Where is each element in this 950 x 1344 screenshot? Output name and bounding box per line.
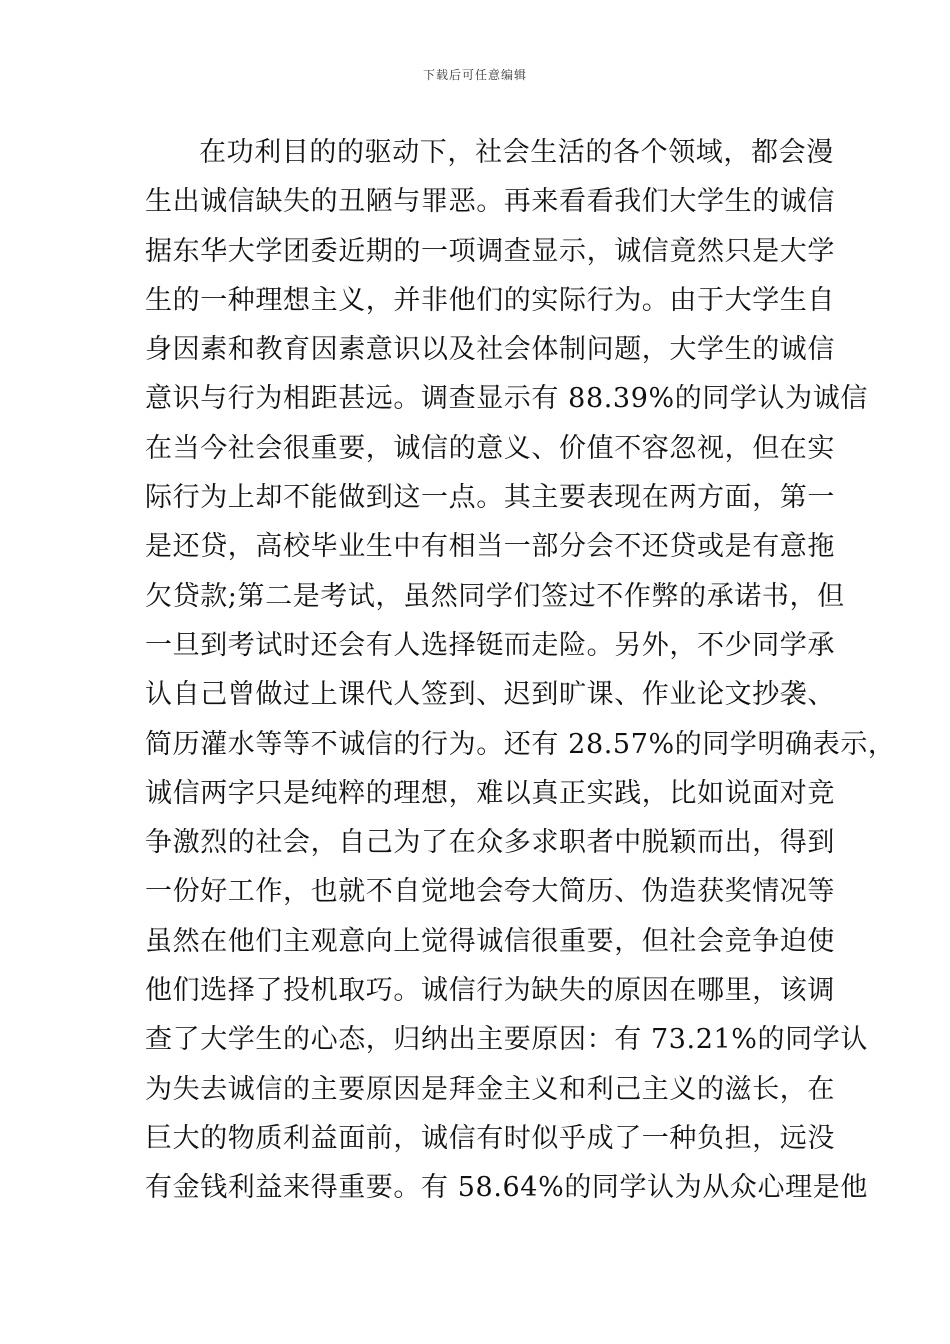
text-line: 争激烈的社会，自己为了在众多求职者中脱颖而出，得到	[145, 827, 835, 859]
text-line: 为失去诚信的主要原因是拜金主义和利己主义的滋长，在	[145, 1073, 835, 1105]
text-line: 意识与行为相距甚远。调查显示有 88.39%的同学认为诚信	[145, 383, 868, 415]
text-line: 生出诚信缺失的丑陋与罪恶。再来看看我们大学生的诚信	[145, 186, 835, 218]
text-line: 是还贷，高校毕业生中有相当一部分会不还贷或是有意拖	[145, 531, 835, 563]
text-line: 简历灌水等等不诚信的行为。还有 28.57%的同学明确表示，	[145, 728, 896, 760]
body-paragraph	[145, 128, 896, 1213]
text-line: 生的一种理想主义，并非他们的实际行为。由于大学生自	[145, 284, 835, 316]
text-line: 查了大学生的心态，归纳出主要原因：有 73.21%的同学认	[145, 1024, 868, 1056]
page-header: 下载后可任意编辑	[422, 68, 527, 82]
text-line: 身因素和教育因素意识以及社会体制问题，大学生的诚信	[145, 334, 835, 366]
text-line: 诚信两字只是纯粹的理想，难以真正实践，比如说面对竞	[145, 777, 835, 809]
text-line: 欠贷款;第二是考试，虽然同学们签过不作弊的承诺书，但	[145, 580, 845, 612]
text-line: 一份好工作，也就不自觉地会夸大简历、伪造获奖情况等	[145, 876, 835, 908]
text-line: 在当今社会很重要，诚信的意义、价值不容忽视，但在实	[145, 432, 835, 464]
text-line: 际行为上却不能做到这一点。其主要表现在两方面，第一	[145, 482, 835, 514]
text-line: 巨大的物质利益面前，诚信有时似乎成了一种负担，远没	[145, 1122, 835, 1154]
text-line: 有金钱利益来得重要。有 58.64%的同学认为从众心理是他	[145, 1172, 868, 1204]
text-line: 在功利目的的驱动下，社会生活的各个领域，都会漫	[199, 137, 834, 168]
text-line: 虽然在他们主观意向上觉得诚信很重要，但社会竞争迫使	[145, 925, 835, 957]
text-line: 一旦到考试时还会有人选择铤而走险。另外，不少同学承	[145, 629, 835, 661]
text-line: 认自己曾做过上课代人签到、迟到旷课、作业论文抄袭、	[145, 679, 835, 711]
text-line: 据东华大学团委近期的一项调查显示，诚信竟然只是大学	[145, 235, 835, 267]
text-line: 他们选择了投机取巧。诚信行为缺失的原因在哪里，该调	[145, 975, 835, 1007]
